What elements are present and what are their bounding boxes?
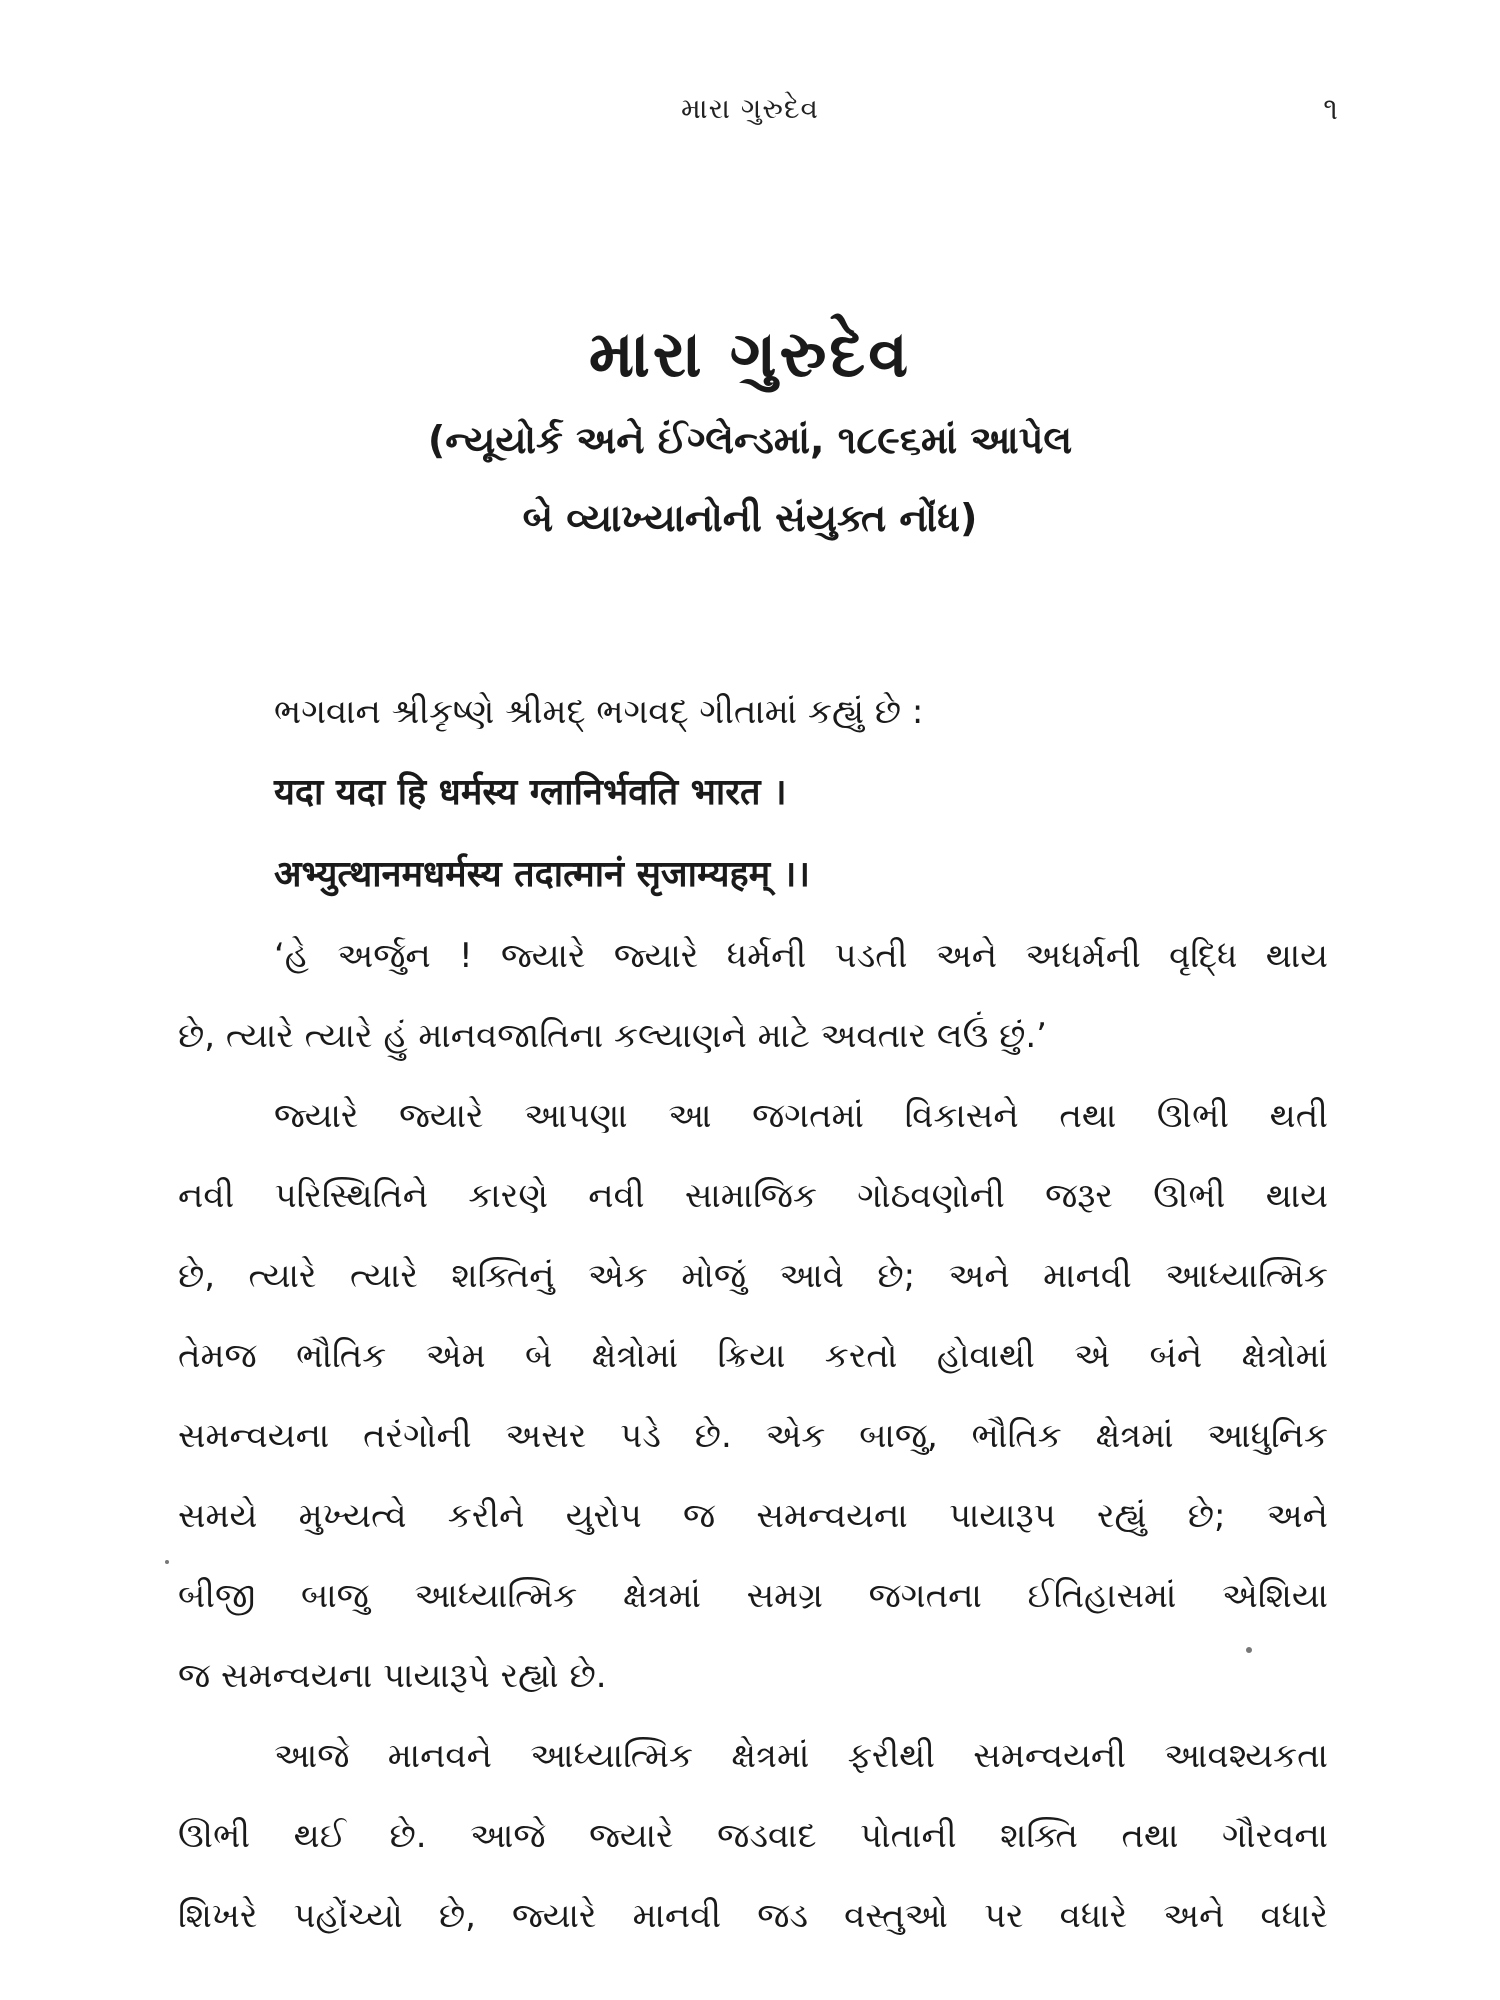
chapter-title: મારા ગુરુદેવ	[588, 318, 912, 392]
text-line: સમયે મુખ્યત્વે કરીને યુરોપ જ સમન્વયના પાયારૂપ રહ્યું છે; અને	[178, 1496, 1328, 1536]
text-line: છે, ત્યારે ત્યારે હું માનવજાતિના કલ્યાણને માટે અવતાર લઉં છું.’	[178, 1016, 1047, 1056]
text-line: ઊભી થઈ છે. આજે જ્યારે જડવાદ પોતાની શક્તિ તથા ગૌરવના	[178, 1816, 1328, 1856]
text-line: આજે માનવને આધ્યાત્મિક ક્ષેત્રમાં ફરીથી સમન્વયની આવશ્યકતા	[274, 1736, 1328, 1776]
running-title: મારા ગુરુદેવ	[681, 92, 819, 125]
print-speck	[1246, 1647, 1252, 1653]
sanskrit-verse-line-2: अभ्युत्थानमधर्मस्य तदात्मानं सृजाम्यहम् ।।	[274, 854, 810, 895]
intro-line: ભગવાન શ્રીકૃષ્ણે શ્રીમદ્ ભગવદ્ ગીતામાં કહ્યું છે :	[274, 692, 924, 732]
text-line: ‘હે અર્જુન ! જ્યારે જ્યારે ધર્મની પડતી અને અધર્મની વૃદ્ધિ થાય	[274, 936, 1328, 976]
text-line: છે, ત્યારે ત્યારે શક્તિનું એક મોજું આવે છે; અને માનવી આધ્યાત્મિક	[178, 1256, 1328, 1296]
sanskrit-verse-line-1: यदा यदा हि धर्मस्य ग्लानिर्भवति भारत ।	[274, 772, 787, 813]
text-line: તેમજ ભૌતિક એમ બે ક્ષેત્રોમાં ક્રિયા કરતો હોવાથી એ બંને ક્ષેત્રોમાં	[178, 1336, 1328, 1376]
text-line: જ્યારે જ્યારે આપણા આ જગતમાં વિકાસને તથા ઊભી થતી	[274, 1096, 1328, 1136]
text-line: શિખરે પહોંચ્યો છે, જ્યારે માનવી જડ વસ્તુઓ પર વધારે અને વધારે	[178, 1896, 1328, 1936]
chapter-subtitle-line-2: બે વ્યાખ્યાનોની સંયુક્ત નોંધ)	[522, 496, 978, 540]
text-line: જ સમન્વયના પાયારૂપે રહ્યો છે.	[178, 1656, 607, 1696]
running-header	[0, 92, 1500, 132]
text-line: નવી પરિસ્થિતિને કારણે નવી સામાજિક ગોઠવણોની જરૂર ઊભી થાય	[178, 1176, 1328, 1216]
page-number: ૧	[1323, 92, 1338, 127]
text-line: બીજી બાજુ આધ્યાત્મિક ક્ષેત્રમાં સમગ્ર જગતના ઈતિહાસમાં એશિયા	[178, 1576, 1328, 1616]
print-speck	[165, 1560, 169, 1564]
body-text	[178, 672, 1328, 1956]
chapter-subtitle-line-1: (ન્યૂયોર્ક અને ઈંગ્લેન્ડમાં, ૧૮૯૬માં આપેલ	[427, 418, 1073, 462]
text-line: સમન્વયના તરંગોની અસર પડે છે. એક બાજુ, ભૌતિક ક્ષેત્રમાં આધુનિક	[178, 1416, 1328, 1456]
